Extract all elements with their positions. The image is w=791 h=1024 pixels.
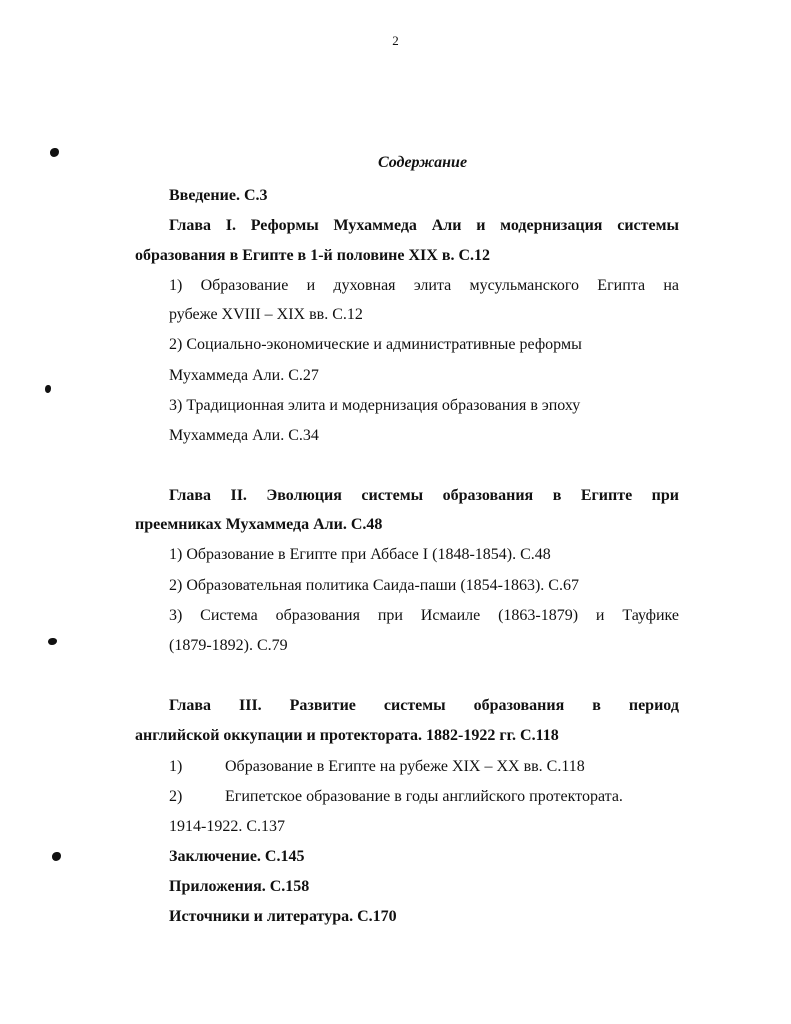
chapter2-heading-line1: Глава II. Эволюция системы образования в Египте при bbox=[169, 487, 679, 504]
page-number: 2 bbox=[392, 33, 399, 48]
toc-appendix: Приложения. С.158 bbox=[169, 878, 310, 895]
toc-sources: Источники и литература. С.170 bbox=[169, 908, 397, 925]
chapter3-item2-text: Египетское образование в годы английского протектората. bbox=[225, 788, 623, 805]
chapter2-item1: 1) Образование в Египте при Аббасе I (1848-1854). С.48 bbox=[169, 546, 551, 563]
toc-intro: Введение. С.3 bbox=[169, 187, 268, 204]
chapter2-item3-line1: 3) Система образования при Исмаиле (1863-1879) и Тауфике bbox=[169, 607, 679, 624]
chapter3-item1 bbox=[169, 757, 585, 777]
margin-mark bbox=[52, 852, 61, 861]
toc-conclusion: Заключение. С.145 bbox=[169, 848, 305, 865]
chapter3-item1-text: Образование в Египте на рубеже XIX – XX вв. С.118 bbox=[225, 758, 585, 775]
chapter2-item2: 2) Образовательная политика Саида-паши (1854-1863). С.67 bbox=[169, 577, 579, 594]
chapter2-item3-line2: (1879-1892). С.79 bbox=[169, 637, 288, 654]
chapter1-item3-line2: Мухаммеда Али. С.34 bbox=[169, 427, 319, 444]
chapter3-heading-line2: английской оккупации и протектората. 1882-1922 гг. С.118 bbox=[135, 727, 559, 744]
chapter3-item2 bbox=[169, 787, 623, 807]
chapter3-heading-line1 bbox=[169, 696, 679, 716]
chapter1-item2-line2: Мухаммеда Али. С.27 bbox=[169, 367, 319, 384]
chapter1-item1-line1: 1) Образование и духовная элита мусульманского Египта на bbox=[169, 277, 679, 294]
chapter1-heading-line1: Глава I. Реформы Мухаммеда Али и модернизация системы bbox=[169, 217, 679, 234]
chapter3-heading-word: период bbox=[628, 697, 679, 714]
chapter3-heading-word: в bbox=[592, 697, 601, 714]
toc-title: Содержание bbox=[377, 154, 468, 171]
chapter3-heading-word: III. bbox=[238, 697, 262, 714]
chapter1-item1-line2: рубеже XVIII – XIX вв. С.12 bbox=[169, 306, 363, 323]
margin-mark bbox=[45, 385, 51, 393]
chapter3-item1-number: 1) bbox=[169, 758, 183, 775]
chapter2-heading-line2: преемниках Мухаммеда Али. С.48 bbox=[135, 516, 383, 533]
chapter1-item3-line1: 3) Традиционная элита и модернизация образования в эпоху bbox=[169, 397, 581, 414]
chapter3-item2-number: 2) bbox=[169, 788, 183, 805]
chapter3-heading-word: Развитие bbox=[289, 697, 356, 714]
chapter3-heading-word: Глава bbox=[169, 697, 211, 714]
chapter3-item2-line2: 1914-1922. С.137 bbox=[169, 818, 285, 835]
chapter1-heading-line2: образования в Египте в 1-й половине XIX в. С.12 bbox=[135, 247, 491, 264]
chapter3-heading-word: образования bbox=[473, 697, 565, 714]
chapter1-item2-line1: 2) Социально-экономические и административные реформы bbox=[169, 336, 582, 353]
margin-mark bbox=[48, 638, 57, 645]
chapter3-heading-word: системы bbox=[383, 697, 446, 714]
